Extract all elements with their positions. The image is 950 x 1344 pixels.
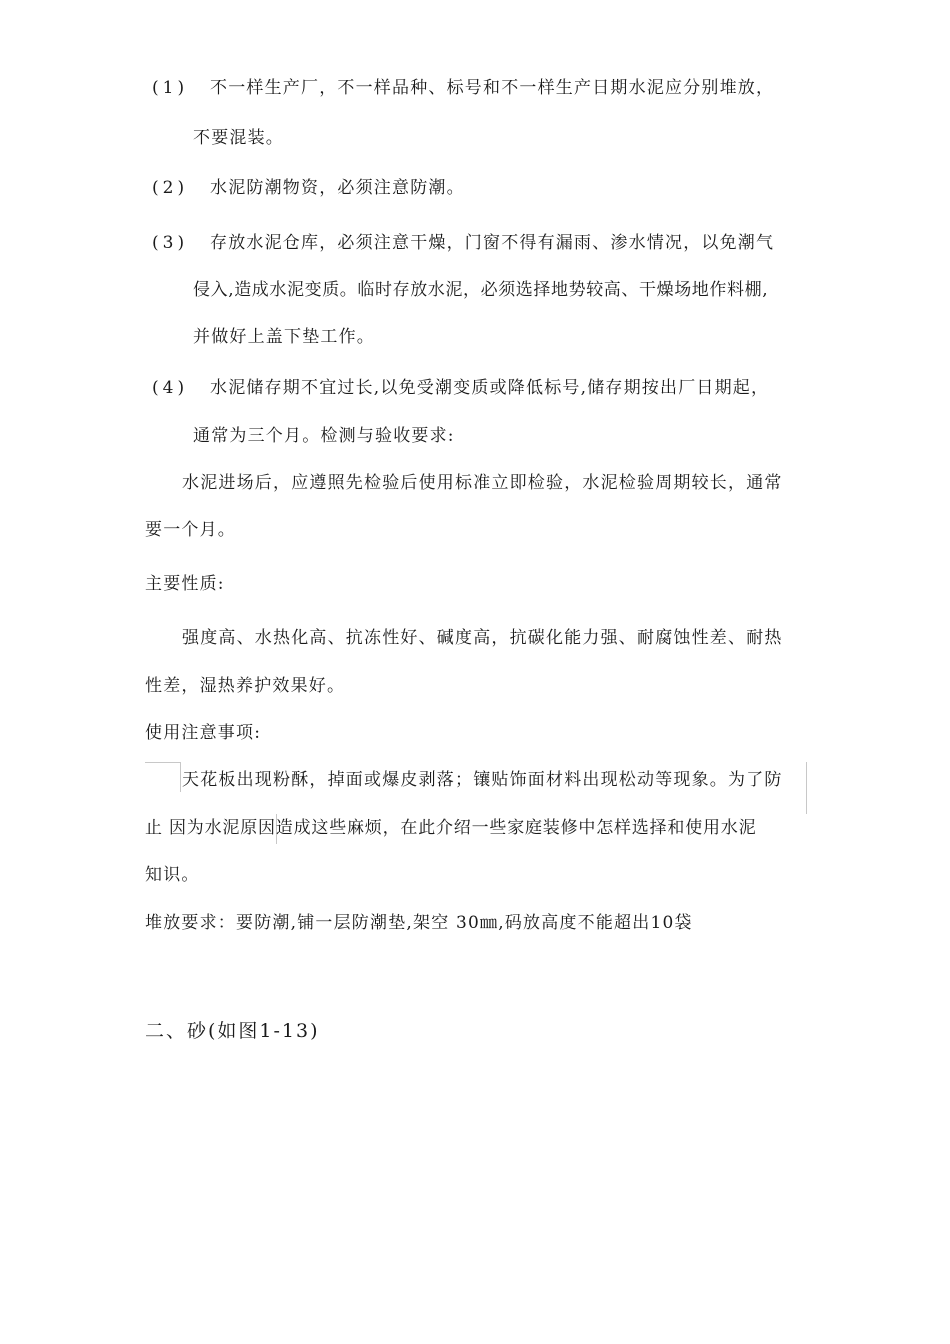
- list-item-3-continuation-2: 并做好上盖下垫工作。: [193, 327, 375, 347]
- list-item-number: (4): [152, 378, 189, 398]
- inspection-paragraph-line-1: 水泥进场后，应遵照先检验后使用标准立即检验，水泥检验周期较长，通常: [182, 473, 783, 493]
- list-item-number: (2): [152, 178, 189, 198]
- stacking-requirement: 堆放要求：要防潮,铺一层防潮垫,架空 30㎜,码放高度不能超出10袋: [145, 913, 693, 933]
- list-item-3-continuation: 侵入,造成水泥变质。临时存放水泥，必须选择地势较高、干燥场地作料棚,: [193, 280, 769, 300]
- text-frame-border: [145, 762, 181, 763]
- properties-heading: 主要性质:: [145, 574, 225, 594]
- notes-heading: 使用注意事项:: [145, 723, 262, 743]
- list-item-4: [152, 377, 769, 399]
- section-heading-sand: 二、砂(如图1-13): [145, 1020, 320, 1042]
- list-item-number: (3): [152, 233, 189, 253]
- properties-paragraph-line-1: 强度高、水热化高、抗冻性好、碱度高，抗碳化能力强、耐腐蚀性差、耐热: [182, 628, 783, 648]
- list-item-text: 水泥储存期不宜过长,以免受潮变质或降低标号,储存期按出厂日期起，: [210, 378, 770, 398]
- list-item-3: [152, 232, 774, 254]
- list-item-1: [152, 77, 774, 99]
- list-item-number: (1): [152, 78, 189, 98]
- notes-paragraph-line-2: 止 因为水泥原因造成这些麻烦，在此介绍一些家庭装修中怎样选择和使用水泥: [145, 818, 757, 838]
- list-item-4-continuation: 通常为三个月。检测与验收要求:: [193, 426, 455, 446]
- list-item-2: [152, 177, 465, 199]
- properties-paragraph-line-2: 性差，湿热养护效果好。: [145, 676, 346, 696]
- list-item-text: 水泥防潮物资，必须注意防潮。: [210, 178, 465, 198]
- notes-paragraph-line-1: 天花板出现粉酥，掉面或爆皮剥落；镶贴饰面材料出现松动等现象。为了防: [182, 770, 783, 790]
- notes-paragraph-line-3: 知识。: [145, 865, 200, 885]
- inspection-paragraph-line-2: 要一个月。: [145, 520, 236, 540]
- list-item-text: 存放水泥仓库，必须注意干燥，门窗不得有漏雨、渗水情况，以免潮气: [210, 233, 775, 253]
- text-frame-border: [180, 762, 181, 792]
- list-item-1-continuation: 不要混装。: [193, 128, 284, 148]
- text-frame-border: [806, 762, 807, 814]
- list-item-text: 不一样生产厂，不一样品种、标号和不一样生产日期水泥应分别堆放，: [210, 78, 775, 98]
